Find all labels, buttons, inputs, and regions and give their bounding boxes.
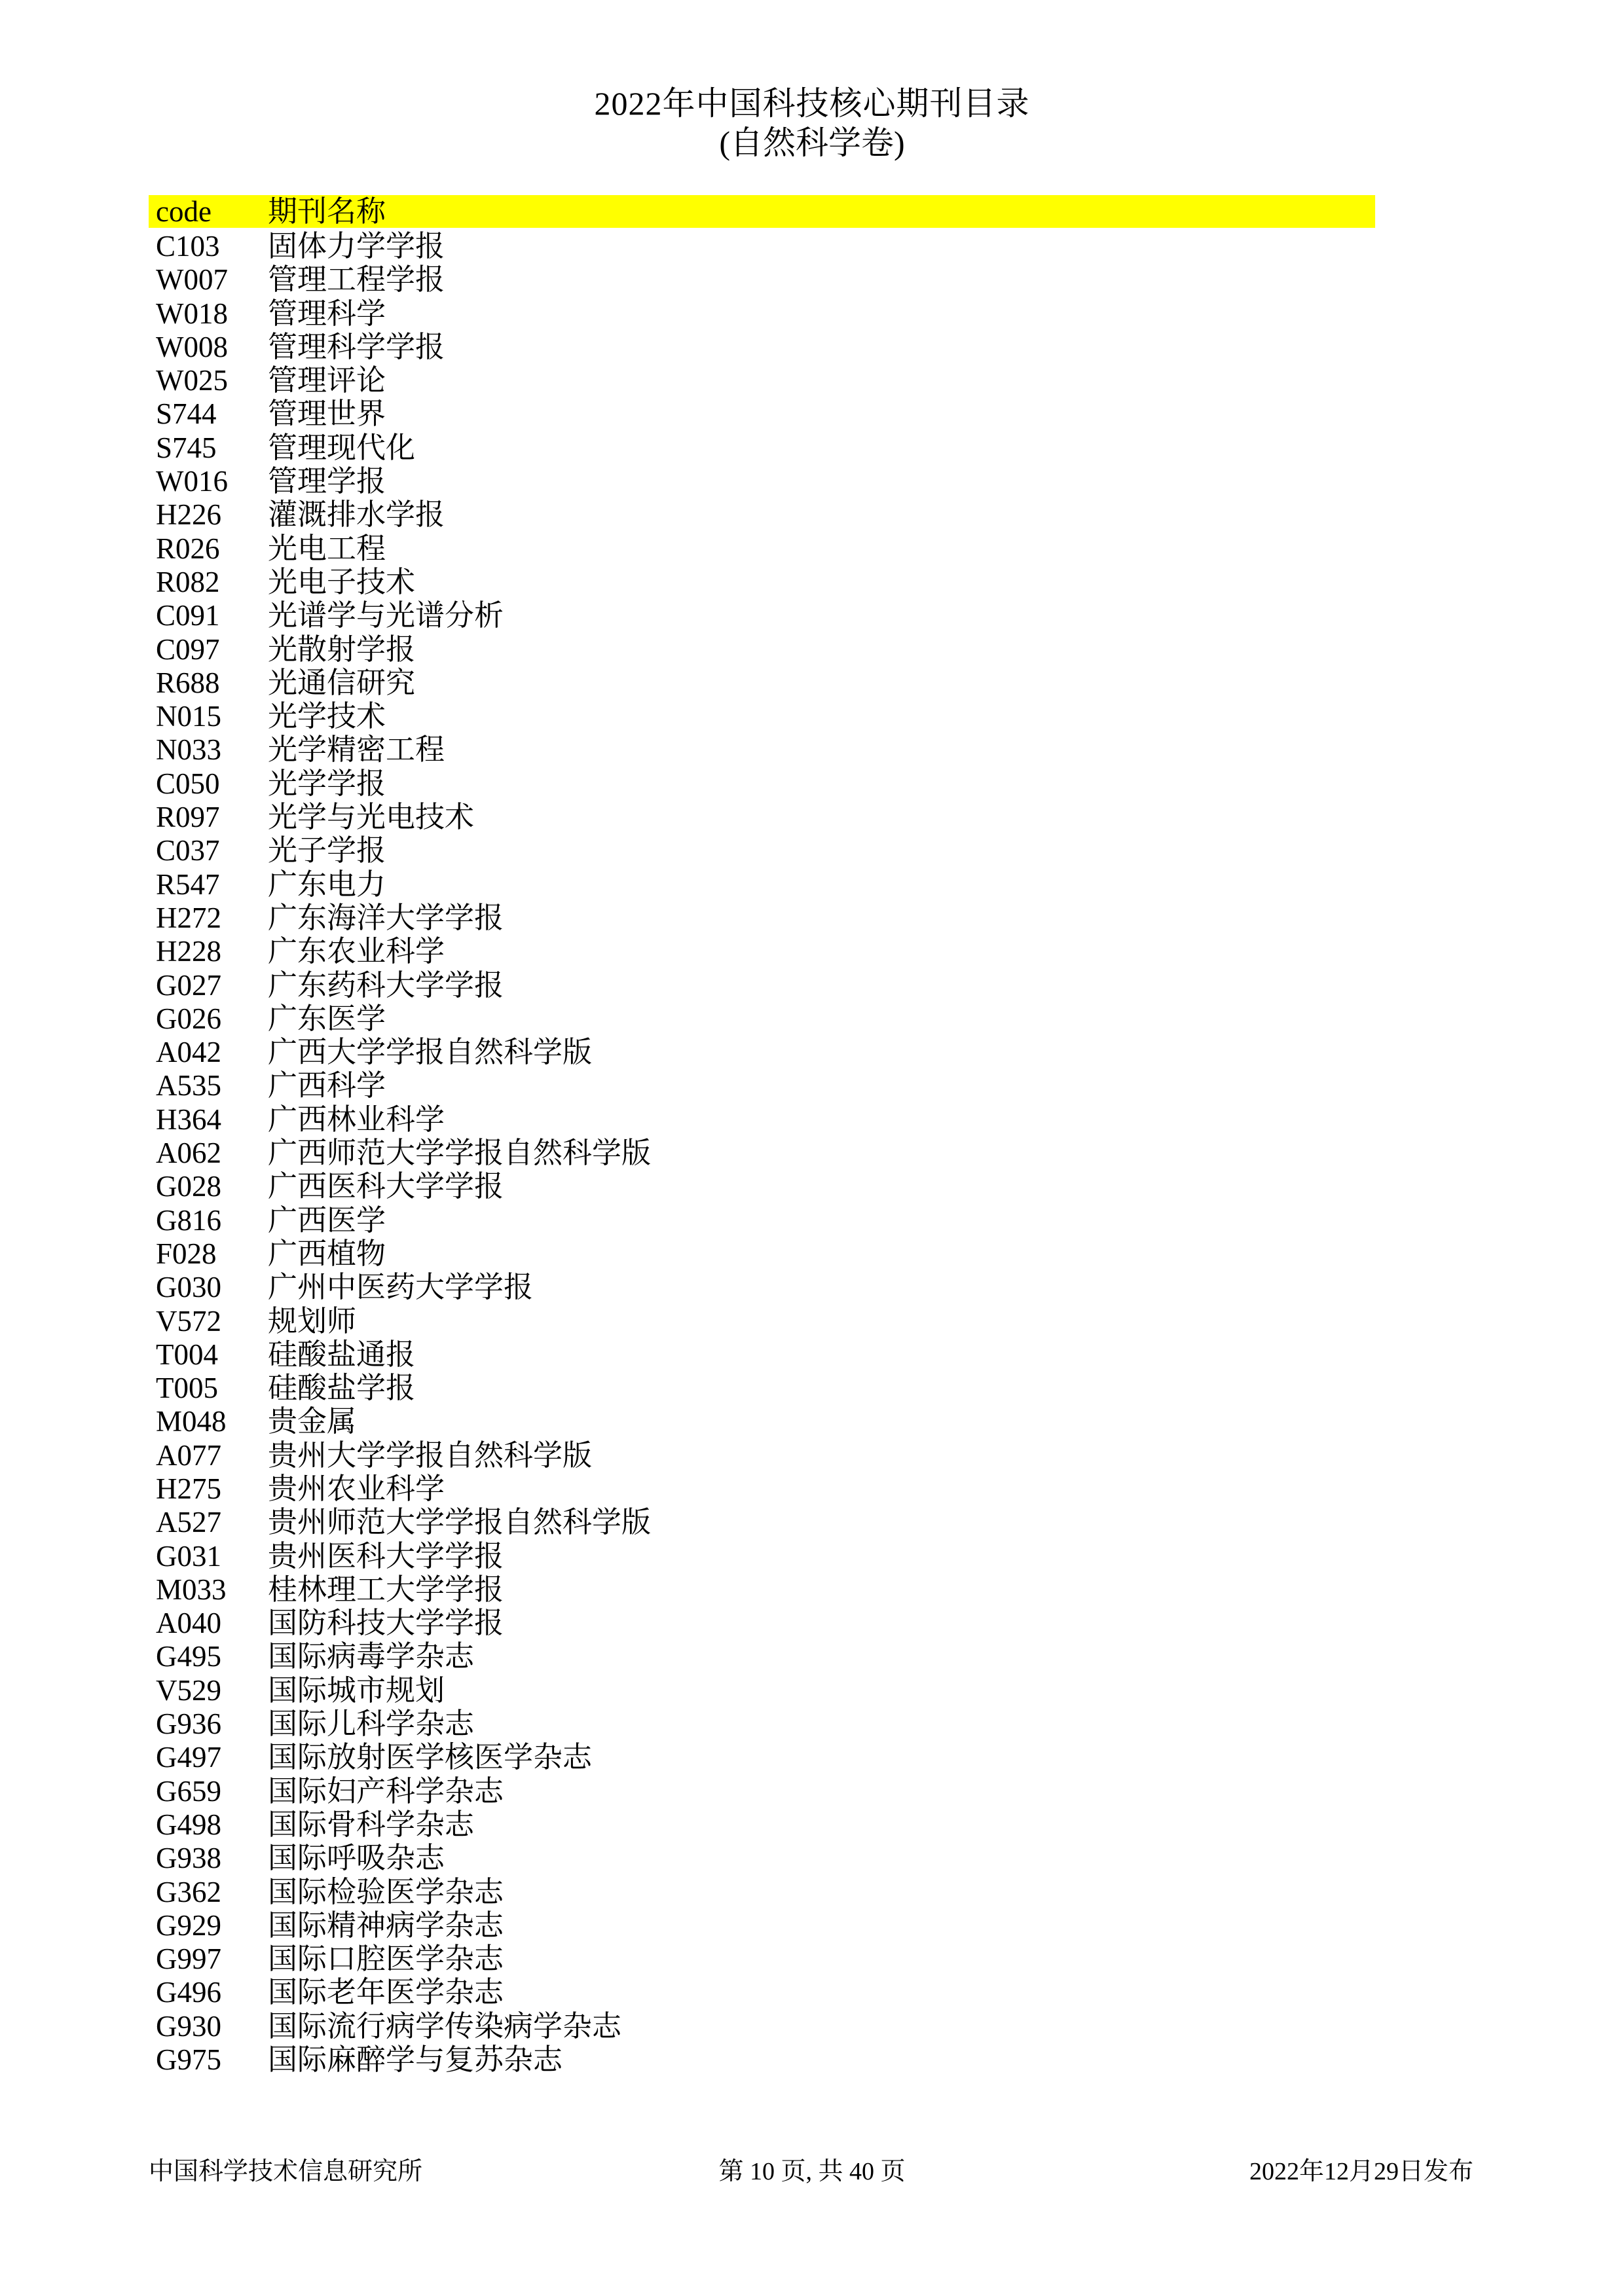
journal-code-cell: G031 (156, 1539, 221, 1573)
table-row (149, 1204, 1375, 1237)
journal-name-cell: 硅酸盐通报 (268, 1338, 416, 1371)
journal-code-cell: G028 (156, 1170, 221, 1203)
journal-code-cell: T004 (156, 1338, 218, 1371)
table-row (149, 1338, 1375, 1372)
table-row (149, 1640, 1375, 1673)
journal-name-cell: 广西师范大学学报自然科学版 (268, 1137, 652, 1170)
journal-name-cell: 国际妇产科学杂志 (268, 1774, 504, 1808)
journal-name-cell: 管理科学学报 (268, 330, 445, 363)
journal-code-cell: M033 (156, 1573, 227, 1606)
table-row (149, 868, 1375, 902)
journal-name-cell: 硅酸盐学报 (268, 1372, 416, 1405)
journal-name-cell: 国际老年医学杂志 (268, 1976, 504, 2009)
journal-name-cell: 光通信研究 (268, 666, 416, 699)
table-row (149, 297, 1375, 331)
journal-code-cell: G930 (156, 2009, 221, 2043)
journal-name-cell: 光电子技术 (268, 565, 416, 598)
table-row (149, 834, 1375, 867)
journal-code-cell: A535 (156, 1069, 221, 1102)
journal-name-cell: 贵州大学学报自然科学版 (268, 1438, 593, 1472)
journal-code-cell: N033 (156, 733, 221, 767)
table-row (149, 1942, 1375, 1976)
table-row (149, 465, 1375, 498)
journal-code-cell: A040 (156, 1607, 221, 1640)
table-row (149, 1707, 1375, 1741)
journal-code-cell: G997 (156, 1942, 221, 1976)
journal-name-cell: 国际呼吸杂志 (268, 1842, 445, 1875)
journal-code-cell: W018 (156, 297, 228, 330)
table-row (149, 1405, 1375, 1438)
table-row (149, 1103, 1375, 1137)
journal-code-cell: G026 (156, 1002, 221, 1035)
journal-code-cell: C103 (156, 230, 220, 263)
journal-code-cell: H364 (156, 1102, 221, 1136)
journal-name-cell: 国防科技大学学报 (268, 1607, 504, 1640)
table-row (149, 801, 1375, 834)
journal-code-cell: S745 (156, 431, 217, 464)
journal-name-cell: 广东农业科学 (268, 935, 445, 968)
journal-name-cell: 管理工程学报 (268, 263, 445, 297)
journal-code-cell: G030 (156, 1271, 221, 1304)
journal-code-cell: G816 (156, 1203, 221, 1237)
journal-code-cell: G975 (156, 2043, 221, 2077)
journal-code-cell: G929 (156, 1908, 221, 1942)
journal-code-cell: A062 (156, 1137, 221, 1170)
journal-name-cell: 广州中医药大学学报 (268, 1271, 534, 1304)
journal-code-cell: G498 (156, 1808, 221, 1841)
journal-name-cell: 贵州农业科学 (268, 1472, 445, 1505)
journal-code-cell: R026 (156, 532, 220, 565)
table-row (149, 700, 1375, 733)
journal-code-cell: G027 (156, 968, 221, 1002)
journal-name-cell: 国际放射医学核医学杂志 (268, 1741, 593, 1774)
journal-name-cell: 光谱学与光谱分析 (268, 599, 504, 632)
journal-name-cell: 光子学报 (268, 834, 386, 867)
journal-code-cell: A042 (156, 1036, 221, 1069)
table-row (149, 666, 1375, 700)
table-row (149, 1002, 1375, 1036)
table-row (149, 1573, 1375, 1607)
table-row (149, 1842, 1375, 1875)
journal-name-cell: 光学精密工程 (268, 733, 445, 767)
journal-name-cell: 光散射学报 (268, 632, 416, 666)
journal-name-cell: 国际骨科学杂志 (268, 1808, 475, 1841)
journal-code-cell: G497 (156, 1741, 221, 1774)
header-code-label: code (156, 195, 212, 228)
journal-code-cell: H226 (156, 498, 221, 532)
journal-code-cell: H272 (156, 901, 221, 934)
table-row (149, 1876, 1375, 1909)
journal-code-cell: W025 (156, 364, 228, 397)
table-row (149, 566, 1375, 599)
journal-code-cell: W007 (156, 263, 228, 297)
journal-code-cell: R097 (156, 801, 220, 834)
table-body (149, 230, 1375, 2077)
journal-name-cell: 广东海洋大学学报 (268, 901, 504, 934)
table-row (149, 1372, 1375, 1405)
journal-name-cell: 国际流行病学传染病学杂志 (268, 2009, 622, 2043)
header-name-label: 期刊名称 (268, 195, 386, 228)
table-row (149, 1808, 1375, 1842)
journal-code-cell: G936 (156, 1707, 221, 1741)
table-row (149, 599, 1375, 632)
table-row (149, 1741, 1375, 1774)
journal-code-cell: N015 (156, 700, 221, 733)
journal-name-cell: 广西植物 (268, 1237, 386, 1270)
journal-code-cell: T005 (156, 1372, 218, 1405)
journal-code-cell: R547 (156, 867, 220, 901)
journal-name-cell: 广西大学学报自然科学版 (268, 1036, 593, 1069)
journal-name-cell: 广东电力 (268, 867, 386, 901)
journal-code-cell: H275 (156, 1472, 221, 1505)
journal-code-cell: C050 (156, 767, 220, 800)
table-row (149, 733, 1375, 767)
table-row (149, 633, 1375, 666)
table-row (149, 498, 1375, 532)
journal-name-cell: 广西医学 (268, 1203, 386, 1237)
journal-name-cell: 贵州医科大学学报 (268, 1539, 504, 1573)
page-footer (0, 2156, 1624, 2189)
table-row (149, 767, 1375, 801)
journal-code-cell: G659 (156, 1774, 221, 1808)
journal-name-cell: 桂林理工大学学报 (268, 1573, 504, 1606)
journal-table (149, 195, 1375, 2077)
journal-name-cell: 贵州师范大学学报自然科学版 (268, 1506, 652, 1539)
table-row (149, 2010, 1375, 2043)
journal-code-cell: V572 (156, 1304, 221, 1338)
journal-code-cell: W016 (156, 465, 228, 498)
table-row (149, 1036, 1375, 1069)
table-row (149, 263, 1375, 297)
journal-name-cell: 光学与光电技术 (268, 801, 475, 834)
journal-name-cell: 光学技术 (268, 700, 386, 733)
journal-name-cell: 灌溉排水学报 (268, 498, 445, 532)
journal-code-cell: G495 (156, 1640, 221, 1673)
table-row (149, 2043, 1375, 2077)
table-row (149, 1775, 1375, 1808)
table-row (149, 1439, 1375, 1472)
journal-name-cell: 光学学报 (268, 767, 386, 800)
journal-code-cell: M048 (156, 1405, 227, 1438)
table-row (149, 1674, 1375, 1707)
journal-name-cell: 管理评论 (268, 364, 386, 397)
footer-page-number: 第 10 页, 共 40 页 (718, 2158, 906, 2185)
journal-code-cell: A077 (156, 1438, 221, 1472)
journal-name-cell: 管理现代化 (268, 431, 416, 464)
journal-name-cell: 广西科学 (268, 1069, 386, 1102)
table-row (149, 431, 1375, 465)
table-row (149, 532, 1375, 566)
page-title: 2022年中国科技核心期刊目录 (594, 85, 1030, 122)
journal-name-cell: 国际麻醉学与复苏杂志 (268, 2043, 563, 2077)
footer-institute: 中国科学技术信息研究所 (149, 2158, 423, 2185)
journal-code-cell: S744 (156, 397, 217, 431)
journal-code-cell: G496 (156, 1976, 221, 2009)
journal-name-cell: 光电工程 (268, 532, 386, 565)
table-row (149, 969, 1375, 1002)
journal-name-cell: 广西林业科学 (268, 1102, 445, 1136)
table-row (149, 1607, 1375, 1640)
journal-code-cell: C037 (156, 834, 220, 867)
journal-name-cell: 广西医科大学学报 (268, 1170, 504, 1203)
journal-code-cell: C097 (156, 632, 220, 666)
table-row (149, 397, 1375, 431)
journal-code-cell: C091 (156, 599, 220, 632)
journal-code-cell: V529 (156, 1673, 221, 1707)
table-row (149, 331, 1375, 364)
table-row (149, 1237, 1375, 1271)
table-row (149, 1271, 1375, 1304)
journal-name-cell: 国际口腔医学杂志 (268, 1942, 504, 1976)
table-row (149, 1976, 1375, 2009)
table-row (149, 1540, 1375, 1573)
footer-publish-date: 2022年12月29日发布 (1249, 2158, 1473, 2185)
journal-name-cell: 贵金属 (268, 1405, 357, 1438)
journal-code-cell: A527 (156, 1506, 221, 1539)
table-header-row (149, 195, 1375, 228)
journal-code-cell: G362 (156, 1875, 221, 1908)
journal-name-cell: 国际检验医学杂志 (268, 1875, 504, 1908)
table-row (149, 1137, 1375, 1170)
journal-name-cell: 国际精神病学杂志 (268, 1908, 504, 1942)
page-subtitle: (自然科学卷) (719, 124, 905, 161)
table-row (149, 1506, 1375, 1539)
journal-name-cell: 管理学报 (268, 465, 386, 498)
table-row (149, 1909, 1375, 1942)
journal-name-cell: 国际病毒学杂志 (268, 1640, 475, 1673)
journal-name-cell: 国际儿科学杂志 (268, 1707, 475, 1741)
journal-code-cell: W008 (156, 330, 228, 363)
table-row (149, 902, 1375, 935)
table-row (149, 1305, 1375, 1338)
journal-name-cell: 管理科学 (268, 297, 386, 330)
journal-name-cell: 广东药科大学学报 (268, 968, 504, 1002)
journal-code-cell: H228 (156, 935, 221, 968)
table-row (149, 1069, 1375, 1102)
journal-name-cell: 管理世界 (268, 397, 386, 431)
table-row (149, 935, 1375, 968)
journal-name-cell: 规划师 (268, 1304, 357, 1338)
table-row (149, 230, 1375, 263)
table-row (149, 1472, 1375, 1506)
table-row (149, 364, 1375, 397)
table-row (149, 1170, 1375, 1203)
journal-code-cell: R688 (156, 666, 220, 699)
journal-name-cell: 广东医学 (268, 1002, 386, 1035)
journal-code-cell: G938 (156, 1842, 221, 1875)
journal-name-cell: 国际城市规划 (268, 1673, 445, 1707)
journal-code-cell: R082 (156, 565, 220, 598)
journal-name-cell: 固体力学学报 (268, 230, 445, 263)
journal-code-cell: F028 (156, 1237, 217, 1270)
